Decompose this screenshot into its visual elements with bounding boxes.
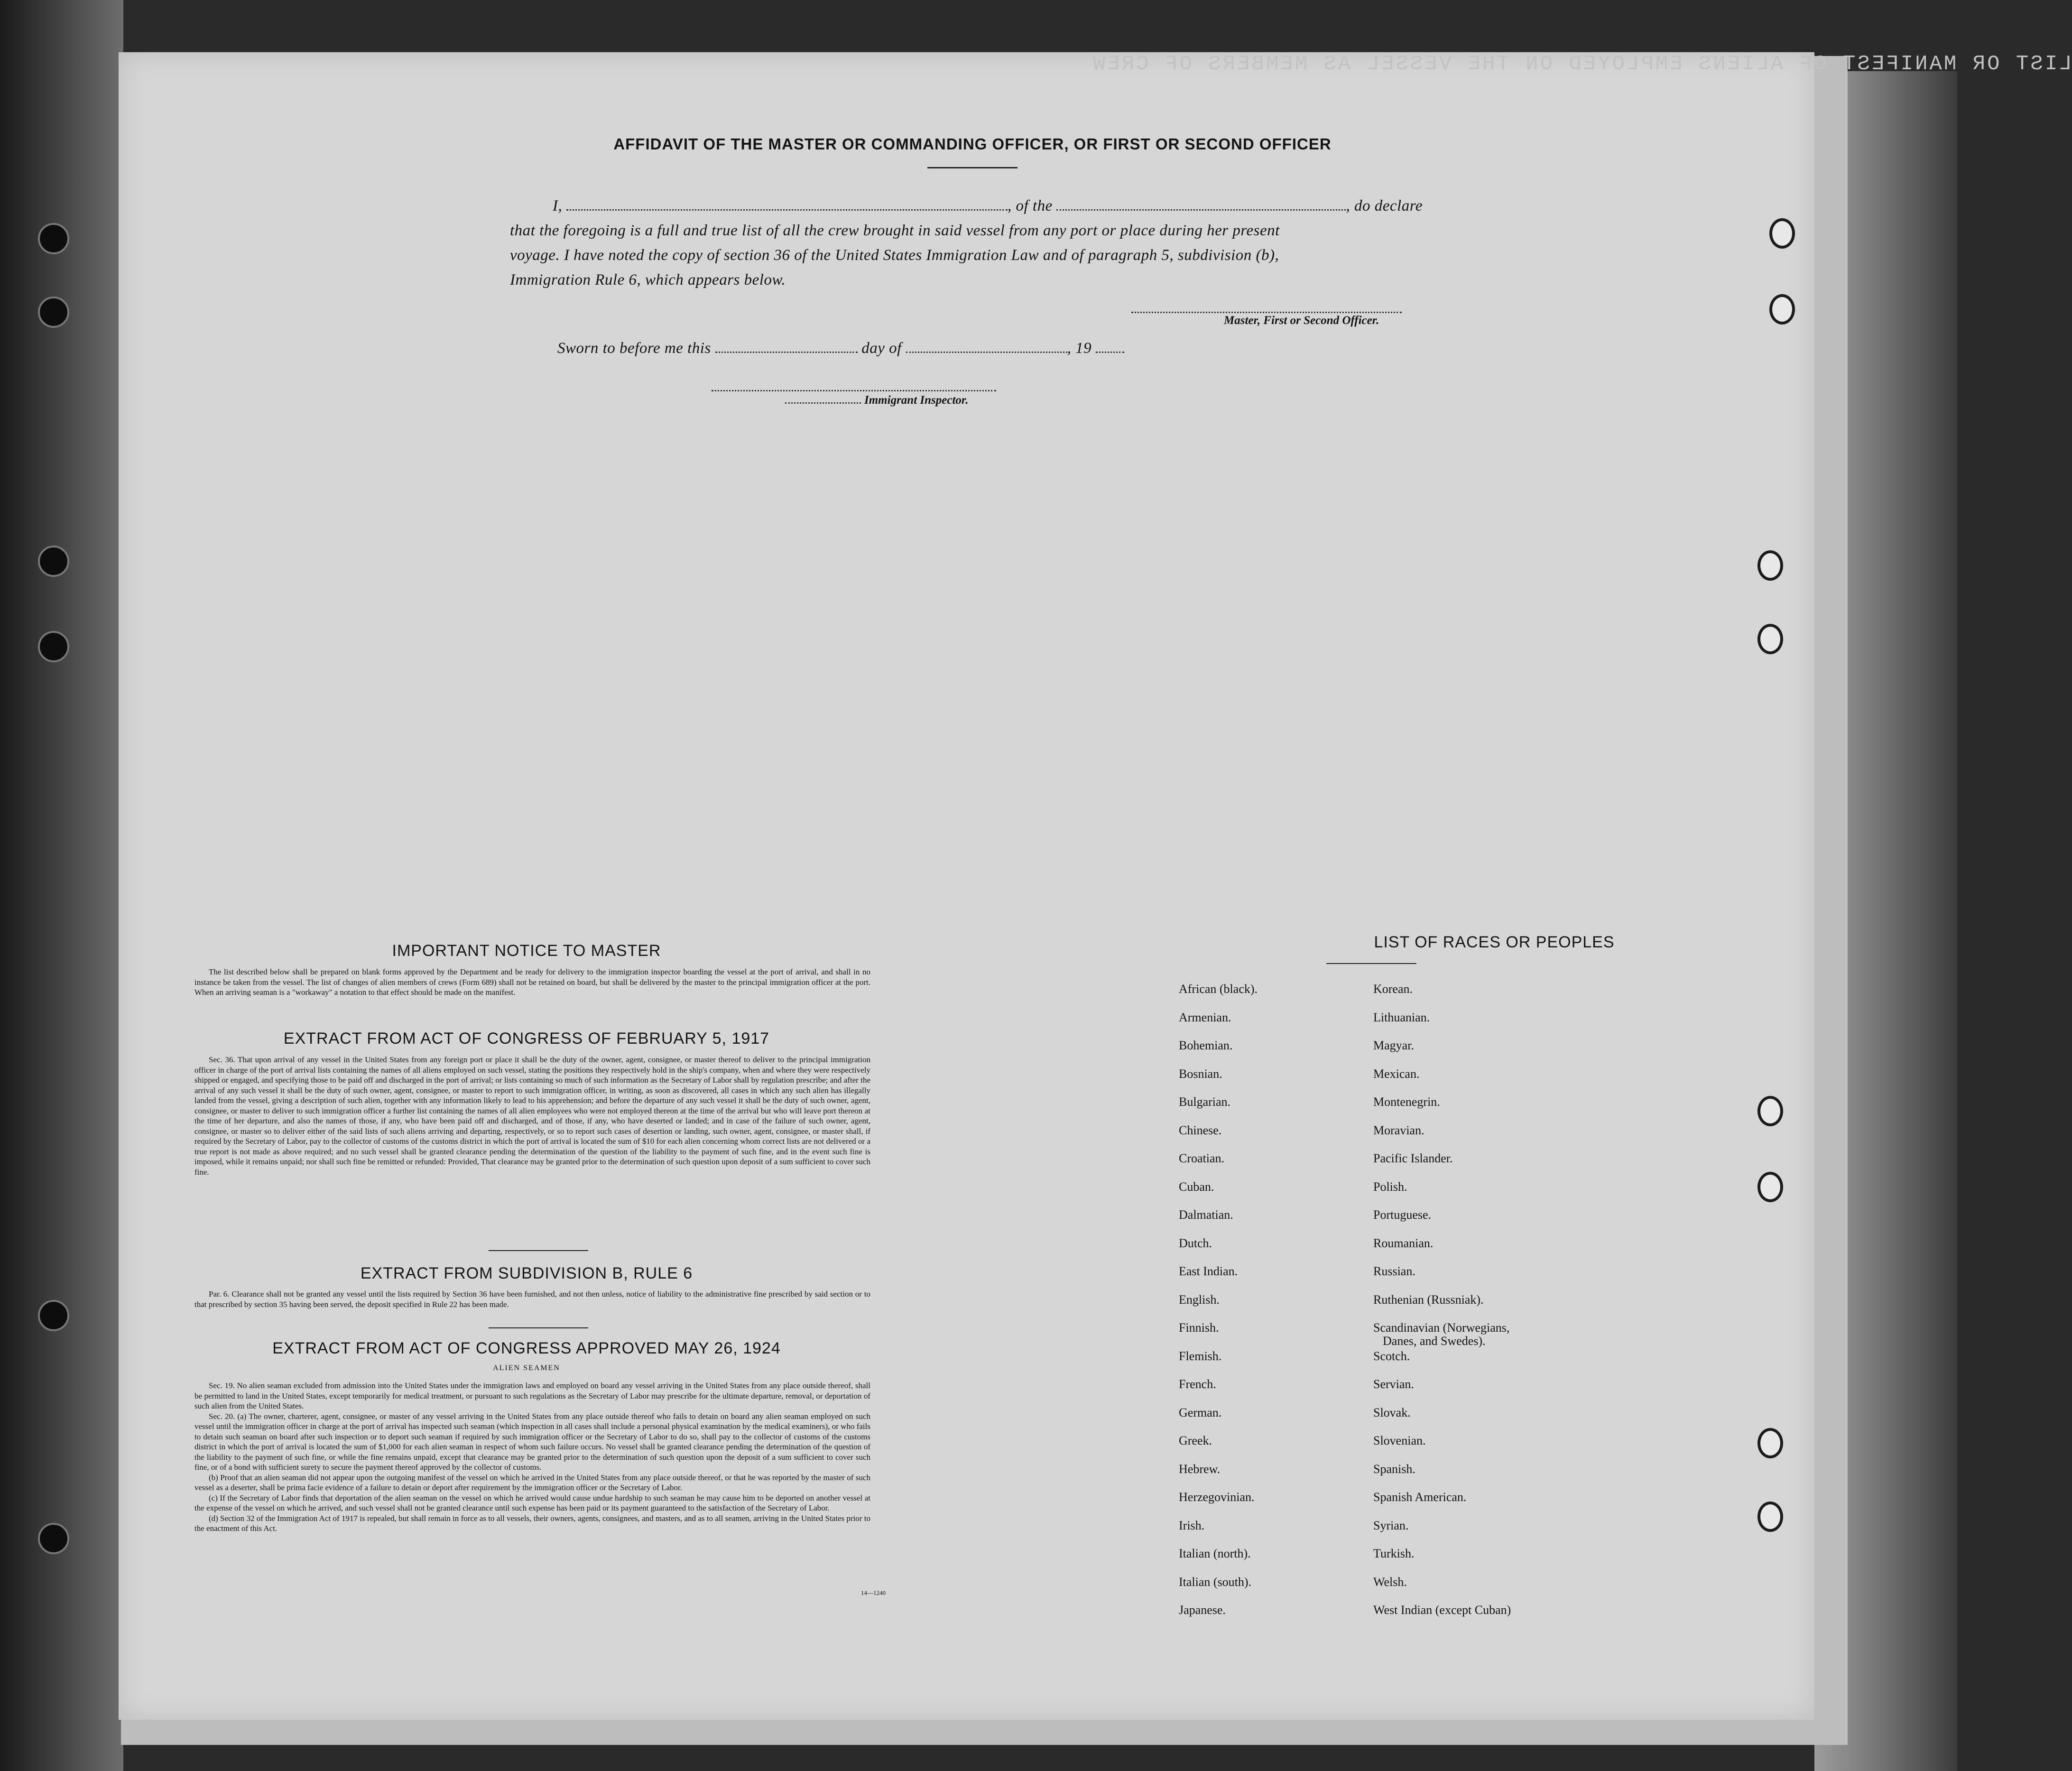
race-item: Magyar. bbox=[1373, 1038, 1414, 1052]
binder-hole bbox=[38, 546, 69, 577]
act-1924-sec-20a: Sec. 20. (a) The owner, charterer, agent, consignee, or master of any vessel arriving in the United States from any place outside thereof who fails to detain on board any alien seaman employed on such vessel until the immigration officer in charge at the port of arrival has inspected such seaman (which inspection in all cases shall include a personal physical examination by the medical examiners), or who fails to detain such seaman on board after such inspection or to deport such seaman if required by such immigration officer or the Secretary of Labor to do so, shall pay to the collector of customs of the customs district in which the port of arrival is located the sum of $1,000 for each alien seaman in respect of whom such failure occurs. No vessel shall be granted clearance pending the determination of the question of the liability to the payment of such fine, or while the fine remains unpaid, except that clearance may be granted prior to the determination of such question upon the deposit of a sum sufficient to cover such fine, or of a bond with sufficient surety to secure the payment thereof approved by the collector of customs. bbox=[194, 1411, 870, 1472]
manifest-page bbox=[119, 52, 2072, 1720]
ring-hole bbox=[1758, 624, 1783, 654]
act-1924-sec-20c: (c) If the Secretary of Labor finds that deportation of the alien seaman on the vessel on which he arrived would cause undue hardship to such seaman he may cause him to be deported on another vessel at the expense of the vessel on which he arrived, and such vessel shall not be granted clearance until such expense has been paid or its payment guaranteed to the satisfaction of the Secretary of Labor. bbox=[194, 1493, 870, 1512]
ring-hole bbox=[1758, 1096, 1783, 1126]
affidavit-line-3: voyage. I have noted the copy of section 36 of the United States Immigration Law and of paragraph 5, subdivision (b), bbox=[510, 247, 1279, 264]
sworn-line bbox=[557, 336, 1124, 361]
race-item: Dalmatian. bbox=[1179, 1208, 1233, 1222]
inspector-caption: Immigrant Inspector. bbox=[864, 394, 969, 407]
race-item: Montenegrin. bbox=[1373, 1095, 1440, 1109]
race-item: Flemish. bbox=[1179, 1349, 1222, 1363]
affidavit-i: I, bbox=[553, 197, 563, 214]
affidavit-title: AFFIDAVIT OF THE MASTER OR COMMANDING OFFICER, OR FIRST OR SECOND OFFICER bbox=[613, 135, 1332, 153]
notice-title: IMPORTANT NOTICE TO MASTER bbox=[392, 942, 661, 960]
race-item: Japanese. bbox=[1179, 1603, 1226, 1617]
race-item: Spanish American. bbox=[1373, 1490, 1467, 1504]
race-item: Scandinavian (Norwegians, bbox=[1373, 1321, 1510, 1335]
ring-hole bbox=[1769, 294, 1795, 325]
sworn-year-field[interactable] bbox=[1096, 340, 1124, 353]
act-1924-body bbox=[194, 1381, 870, 1534]
act-1924-title: EXTRACT FROM ACT OF CONGRESS APPROVED MAY 26, 1924 bbox=[272, 1339, 781, 1357]
section-rule bbox=[489, 1327, 588, 1328]
race-item: Korean. bbox=[1373, 982, 1413, 996]
race-item: Croatian. bbox=[1179, 1151, 1225, 1165]
affidavit-of-the: , of the bbox=[1008, 197, 1053, 214]
race-item: Ruthenian (Russniak). bbox=[1373, 1292, 1484, 1307]
race-item: Dutch. bbox=[1179, 1236, 1212, 1250]
race-item: Lithuanian. bbox=[1373, 1010, 1430, 1024]
race-item: Italian (south). bbox=[1179, 1575, 1252, 1589]
sworn-day-of: day of bbox=[861, 340, 902, 357]
binder-hole bbox=[38, 297, 69, 328]
binder-hole bbox=[38, 1523, 69, 1554]
race-item: Greek. bbox=[1179, 1434, 1212, 1447]
race-item: Mexican. bbox=[1373, 1066, 1420, 1081]
race-item: East Indian. bbox=[1179, 1264, 1238, 1278]
race-item: English. bbox=[1179, 1292, 1220, 1307]
master-name-field[interactable] bbox=[566, 198, 1008, 211]
race-item: Italian (north). bbox=[1179, 1547, 1251, 1560]
race-item: Roumanian. bbox=[1373, 1236, 1434, 1250]
section-rule bbox=[489, 1250, 588, 1251]
affidavit-body bbox=[510, 194, 1648, 292]
affidavit-do-declare: , do declare bbox=[1346, 197, 1423, 214]
binder-hole bbox=[38, 1300, 69, 1331]
ring-hole bbox=[1758, 1428, 1783, 1458]
race-item: French. bbox=[1179, 1377, 1216, 1391]
race-item: Portuguese. bbox=[1373, 1208, 1432, 1222]
race-item: Bosnian. bbox=[1179, 1066, 1222, 1081]
race-item: Chinese. bbox=[1179, 1123, 1222, 1137]
race-item: Syrian. bbox=[1373, 1518, 1409, 1532]
race-item: Bulgarian. bbox=[1179, 1095, 1231, 1109]
ring-hole bbox=[1758, 550, 1783, 581]
race-item: Herzegovinian. bbox=[1179, 1490, 1255, 1504]
race-item: Irish. bbox=[1179, 1518, 1205, 1532]
race-item: Polish. bbox=[1373, 1179, 1407, 1194]
race-item: Danes, and Swedes). bbox=[1383, 1334, 1486, 1348]
form-number: 14—1240 bbox=[861, 1589, 886, 1596]
race-item: Pacific Islander. bbox=[1373, 1151, 1453, 1165]
sworn-label: Sworn to before me this bbox=[557, 340, 711, 357]
act-1924-sec-19: Sec. 19. No alien seaman excluded from admission into the United States under the immigration laws and employed on board any vessel arriving in the United States from any place outside thereof, shall be permitted to land in the United States, except temporarily for medical treatment, or pursuant to such regulations as the Secretary of Labor may prescribe for the ultimate departure, removal, or deportation of such alien from the United States. bbox=[194, 1381, 870, 1410]
race-item: Welsh. bbox=[1373, 1575, 1407, 1589]
bleed-through-header: LIST OR MANIFEST OF ALIENS EMPLOYED ON THE VESSEL AS MEMBERS OF CREW bbox=[1091, 52, 2072, 76]
vessel-name-field[interactable] bbox=[1056, 198, 1346, 211]
affidavit-line-2: that the foregoing is a full and true list of all the crew brought in said vessel from any port or place during her present bbox=[510, 222, 1280, 239]
notice-body: The list described below shall be prepared on blank forms approved by the Department and be ready for delivery to the immigration inspector boarding the vessel at the port of arrival, and shall in no instance be taken from the vessel. The list of changes of alien members of crews (Form 689) shall not be retained on board, but shall be delivered by the master to the principal immigration officer at the port. When an arriving seaman is a "workaway" a notation to that effect should be made on the manifest. bbox=[194, 967, 870, 997]
ring-hole bbox=[1758, 1502, 1783, 1532]
sworn-month-field[interactable] bbox=[906, 340, 1067, 353]
act-1917-body: Sec. 36. That upon arrival of any vessel in the United States from any foreign port or place it shall be the duty of the owner, agent, consignee, or master thereof to deliver to the principal immigration officer in charge of the port of arrival lists containing the names of all aliens employed on such vessel, stating the positions they respectively hold in the ship's company, when and where they were respectively shipped or engaged, and specifying those to be paid off and discharged in the port of arrival; or lists containing so much of such information as the Secretary of Labor shall by regulation prescribe; and after the arrival of any such vessel it shall be the duty of such owner, agent, consignee, or master to report to such immigration officer, in writing, as soon as discovered, all cases in which any such alien has illegally landed from the vessel, giving a description of such alien, together with any information likely to lead to his apprehension; and before the departure of any such vessel it shall be the duty of such owner, agent, consignee, or master to deliver to such immigration officer a further list containing the names of all alien employees who were not employed thereon at the time of the arrival but who will leave port thereon at the time of her departure, and also the names of those, if any, who have been paid off and discharged, and of those, if any, who have deserted or landed; and in case of the failure of such owner, agent, consignee, or master so to deliver either of the said lists of such aliens arriving and departing, respectively, or so to report such cases of desertion or landing, such owner, agent, consignee, or master shall, if required by the Secretary of Labor, pay to the collector of customs of the customs district in which the port of arrival is located the sum of $10 for each alien concerning whom correct lists are not delivered or a true report is not made as above required; and no such vessel shall be granted clearance pending the determination of the question of the liability to the payment of such fine, and in the event such fine is imposed, while it remains unpaid; nor shall such fine be remitted or refunded: Provided, That clearance may be granted prior to the determination of such question upon deposit of a sum sufficient to cover such fine. bbox=[194, 1055, 870, 1177]
race-item: Russian. bbox=[1373, 1264, 1415, 1278]
inspector-title-line bbox=[785, 401, 861, 404]
race-item: German. bbox=[1179, 1405, 1222, 1419]
race-item: Spanish. bbox=[1373, 1462, 1415, 1476]
act-1917-title: EXTRACT FROM ACT OF CONGRESS OF FEBRUARY 5, 1917 bbox=[283, 1029, 770, 1048]
ring-hole bbox=[1758, 1172, 1783, 1202]
act-1924-subtitle: ALIEN SEAMEN bbox=[493, 1364, 560, 1372]
race-item: Moravian. bbox=[1373, 1123, 1424, 1137]
races-title-rule bbox=[1326, 963, 1416, 964]
sworn-day-field[interactable] bbox=[715, 340, 858, 353]
master-signature-line[interactable] bbox=[1131, 311, 1402, 313]
binder-hole bbox=[38, 631, 69, 662]
act-1924-sec-20d: (d) Section 32 of the Immigration Act of 1917 is repealed, but shall remain in force as to all vessels, their owners, agents, consignees, and masters, and as to all seamen, arriving in the United States prior to the enactment of this Act. bbox=[194, 1513, 870, 1533]
rule-6-title: EXTRACT FROM SUBDIVISION B, RULE 6 bbox=[360, 1264, 693, 1282]
affidavit-line-4: Immigration Rule 6, which appears below. bbox=[510, 271, 786, 288]
race-item: West Indian (except Cuban) bbox=[1373, 1603, 1511, 1617]
race-item: Slovenian. bbox=[1373, 1434, 1426, 1447]
race-item: Finnish. bbox=[1179, 1321, 1219, 1335]
race-item: Armenian. bbox=[1179, 1010, 1231, 1024]
race-item: Hebrew. bbox=[1179, 1462, 1221, 1476]
race-item: Slovak. bbox=[1373, 1405, 1411, 1419]
title-rule bbox=[927, 167, 1018, 168]
race-item: Servian. bbox=[1373, 1377, 1414, 1391]
race-item: Bohemian. bbox=[1179, 1038, 1233, 1052]
act-1924-sec-20b: (b) Proof that an alien seaman did not appear upon the outgoing manifest of the vessel on which he arrived in the United States from any place outside thereof, or that he was reported by the master of such vessel as a deserter, shall be prima facie evidence of a failure to detain or deport after requirement by the immigration officer or the Secretary of Labor. bbox=[194, 1473, 870, 1492]
binder-strip bbox=[0, 0, 123, 1771]
race-item: Cuban. bbox=[1179, 1179, 1214, 1194]
race-item: African (black). bbox=[1179, 982, 1258, 996]
affidavit-line-1 bbox=[510, 194, 1648, 218]
race-item: Scotch. bbox=[1373, 1349, 1410, 1363]
master-signature-caption: Master, First or Second Officer. bbox=[1224, 314, 1379, 327]
binder-hole bbox=[38, 223, 69, 254]
races-title: LIST OF RACES OR PEOPLES bbox=[1374, 933, 1615, 951]
sworn-year: , 19 bbox=[1067, 340, 1092, 357]
inspector-signature-line[interactable] bbox=[712, 389, 996, 391]
race-item: Turkish. bbox=[1373, 1547, 1415, 1560]
rule-6-body: Par. 6. Clearance shall not be granted any vessel until the lists required by Section 36 have been furnished, and not then unless, notice of liability to the administrative fine prescribed by said section or to that prescribed by section 35 having been served, the deposit specified in Rule 22 has been made. bbox=[194, 1289, 870, 1309]
ring-hole bbox=[1769, 218, 1795, 249]
